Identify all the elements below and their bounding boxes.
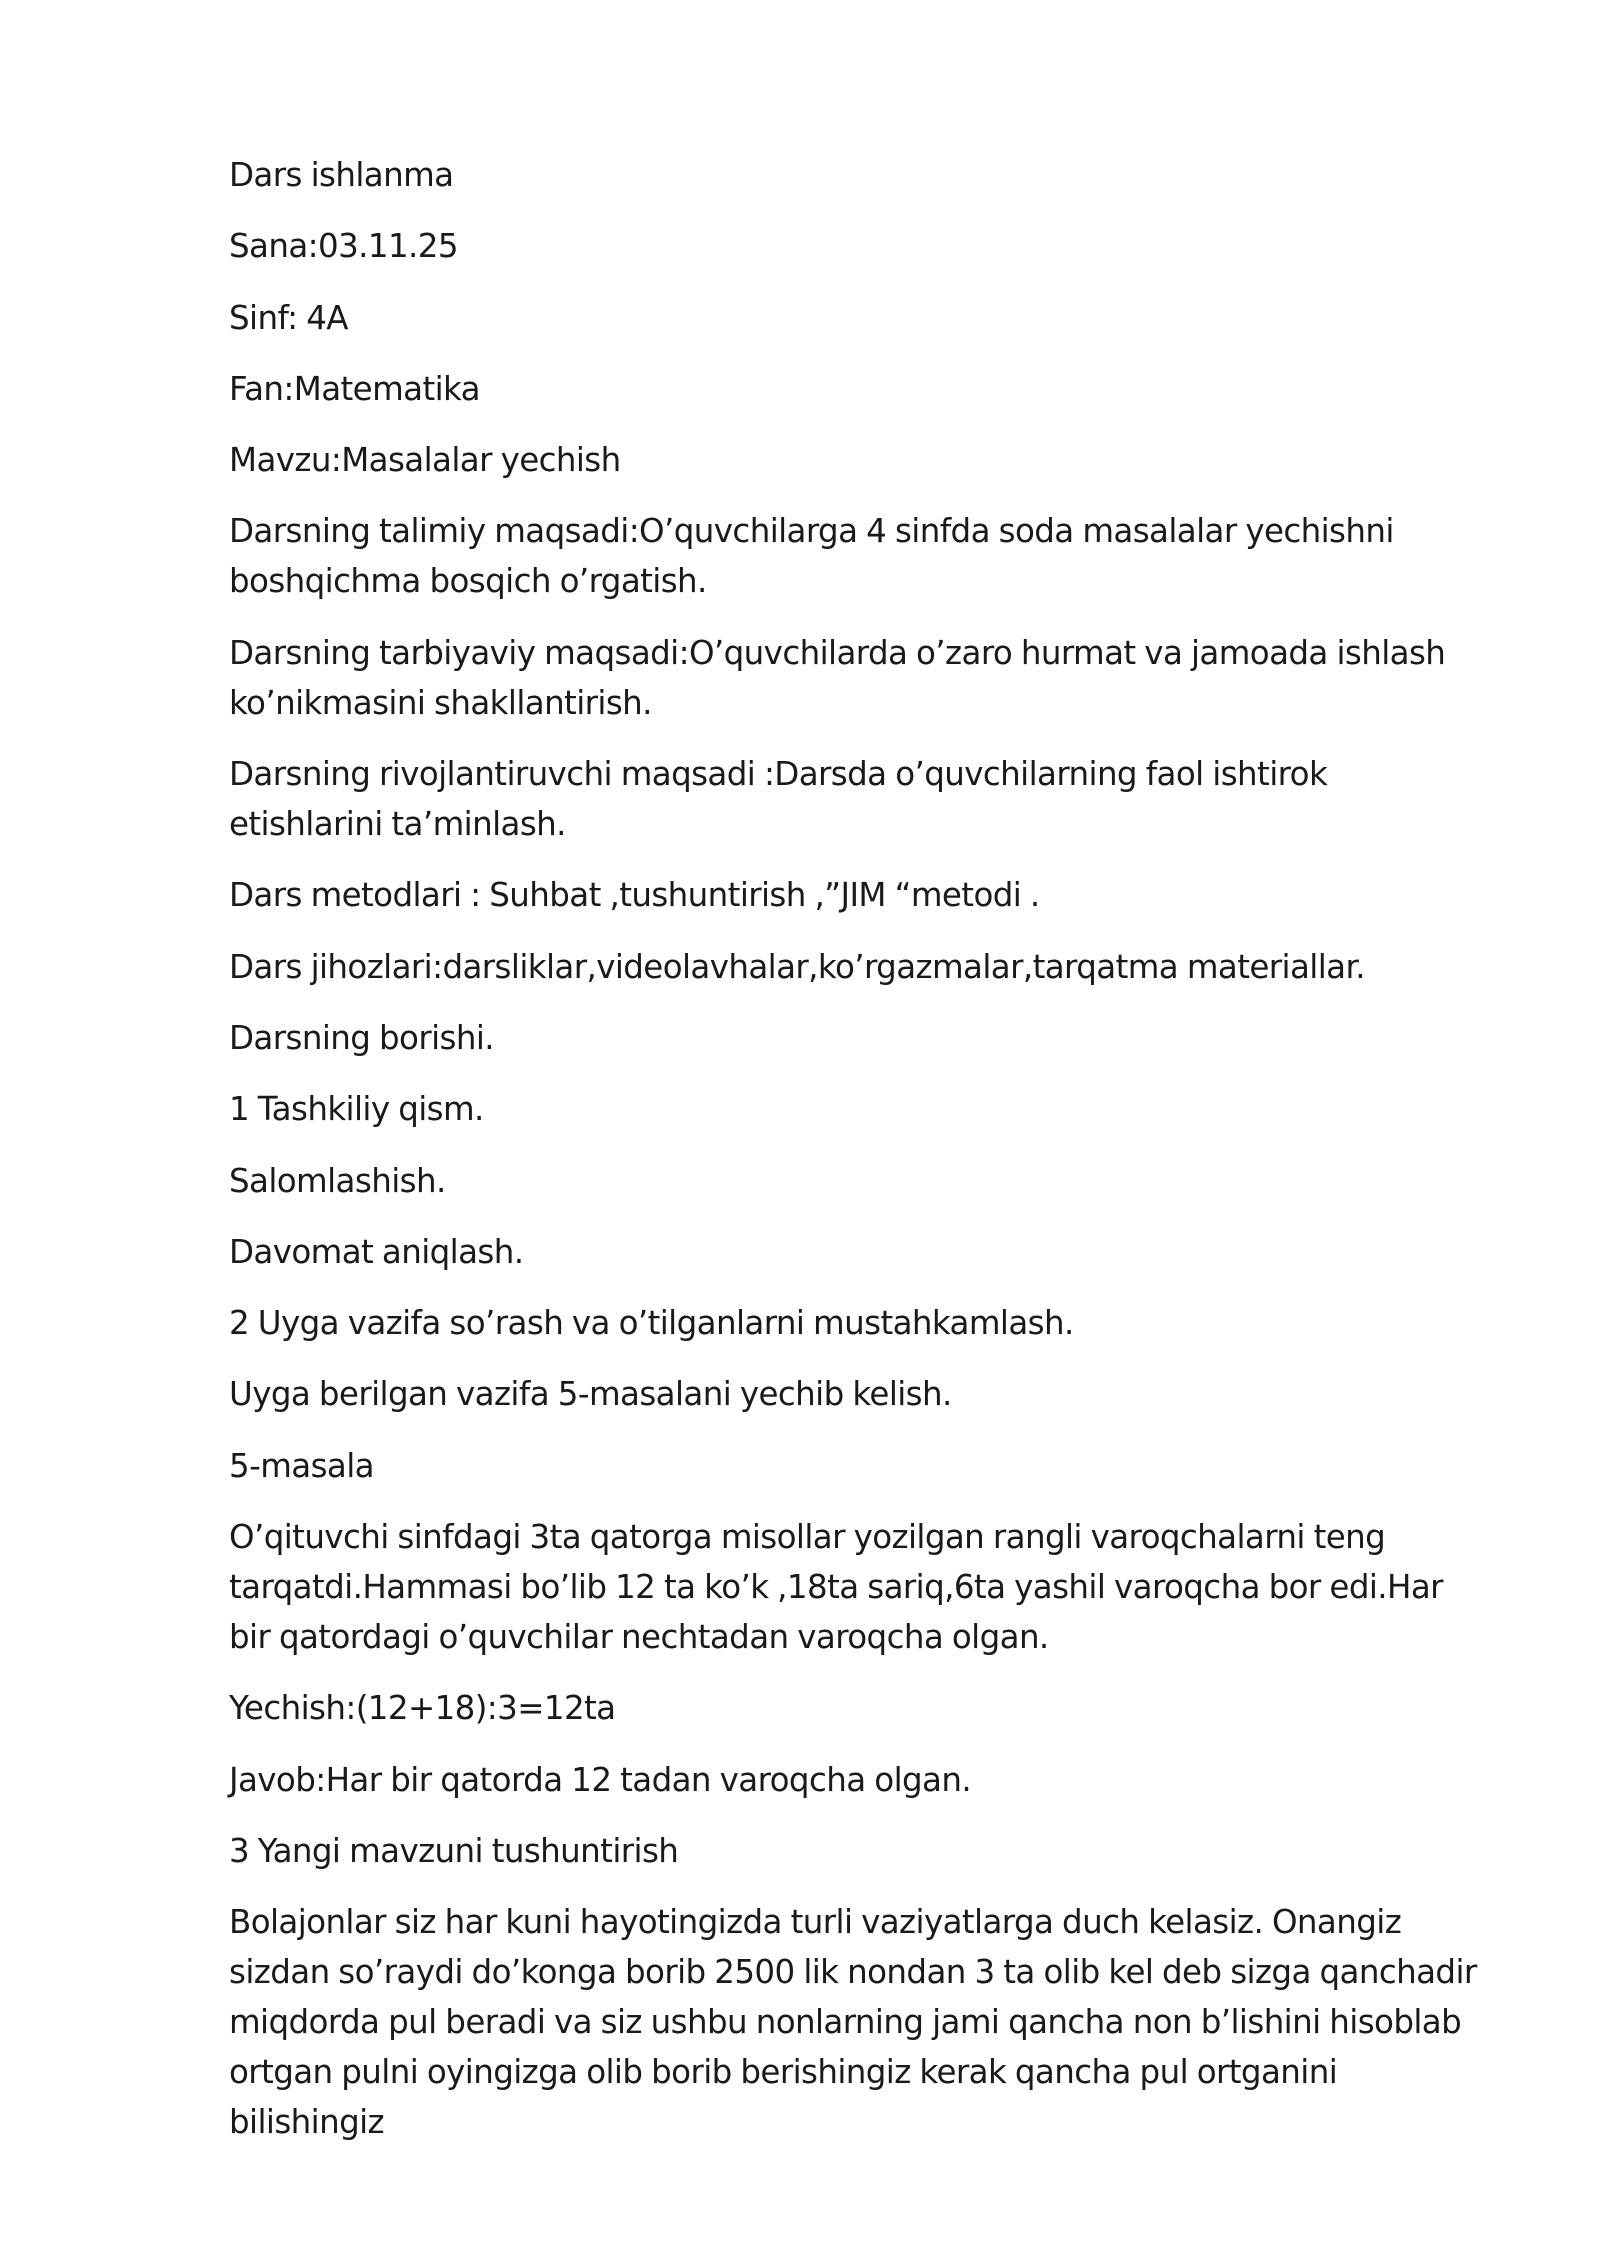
homework-line: Uyga berilgan vazifa 5-masalani yechib kelish. — [229, 1375, 952, 1414]
new-topic-explanation: Bolajonlar siz har kuni hayotingizda turli vaziyatlarga duch kelasiz. Onangiz sizdan so’raydi do’konga borib 2500 lik nondan 3 ta olib kel deb sizga qanchadir miqdorda pul beradi va siz ushbu nonlarning jami qancha non b’lishini hisoblab ortgan pulni oyingizga olib borib berishingiz kerak qancha pul ortganini bilishingiz — [229, 1903, 1477, 2142]
subject-line: Fan:Matematika — [229, 369, 480, 408]
lesson-progress-heading: Darsning borishi. — [229, 1018, 495, 1057]
attendance-line: Davomat aniqlash. — [229, 1232, 524, 1271]
problem-text: O’qituvchi sinfdagi 3ta qatorga misollar yozilgan rangli varoqchalarni teng tarqatdi.Hammasi bo’lib 12 ta ko’k ,18ta sariq,6ta yashil varoqcha bor edi.Har bir qatordagi o’quvchilar nechtadan varoqcha olgan. — [229, 1518, 1443, 1657]
lesson-methods: Dars metodlari : Suhbat ,tushuntirish ,”JIM “metodi . — [229, 876, 1040, 915]
topic-line: Mavzu:Masalalar yechish — [229, 441, 621, 480]
section-1-heading: 1 Tashkiliy qism. — [229, 1090, 484, 1129]
section-2-heading: 2 Uyga vazifa so’rash va o’tilganlarni mustahkamlash. — [229, 1304, 1074, 1343]
solution-line: Yechish:(12+18):3=12ta — [229, 1689, 616, 1728]
section-3-heading: 3 Yangi mavzuni tushuntirish — [229, 1831, 679, 1870]
greeting-line: Salomlashish. — [229, 1161, 446, 1200]
document-title: Dars ishlanma — [229, 156, 454, 194]
answer-line: Javob:Har bir qatorda 12 tadan varoqcha olgan. — [229, 1760, 972, 1799]
developmental-goal: Darsning rivojlantiruvchi maqsadi :Darsda o’quvchilarning faol ishtirok etishlarini ta’minlash. — [229, 755, 1328, 844]
lesson-plan-text — [229, 150, 1489, 2169]
date-line: Sana:03.11.25 — [229, 227, 458, 266]
upbringing-goal: Darsning tarbiyaviy maqsadi:O’quvchilarda o’zaro hurmat va jamoada ishlash ko’nikmasini shakllantirish. — [229, 633, 1446, 722]
problem-label: 5-masala — [229, 1446, 374, 1485]
lesson-equipment: Dars jihozlari:darsliklar,videolavhalar,ko’rgazmalar,tarqatma materiallar. — [229, 947, 1365, 986]
educational-goal: Darsning talimiy maqsadi:O’quvchilarga 4 sinfda soda masalalar yechishni boshqichma bosqich o’rgatish. — [229, 512, 1394, 601]
class-line: Sinf: 4A — [229, 298, 348, 337]
